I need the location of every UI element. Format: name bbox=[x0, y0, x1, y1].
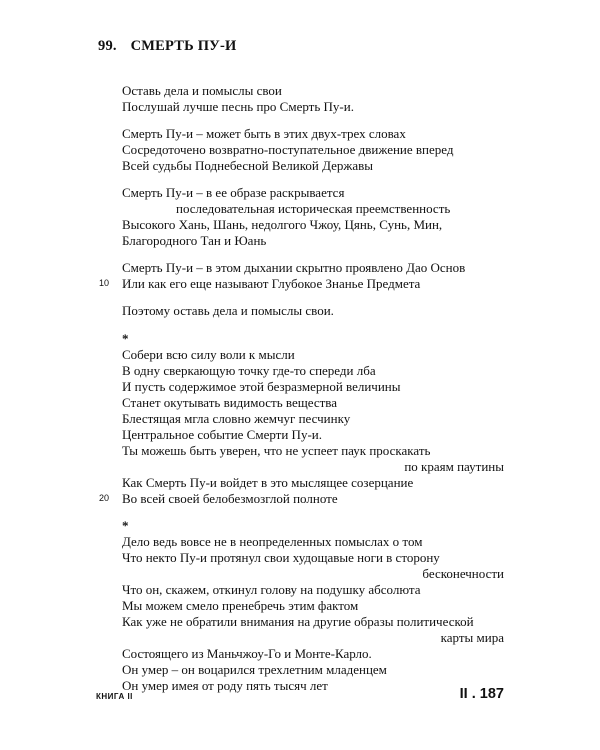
poem-line: карты мира bbox=[440, 630, 504, 645]
poem-number: 99. bbox=[98, 38, 117, 54]
section-asterisk: * bbox=[122, 331, 129, 346]
poem-line: Дело ведь вовсе не в неопределенных помыслах о том bbox=[122, 534, 423, 549]
poem-line: Что он, скажем, откинул голову на подушку абсолюта bbox=[122, 582, 421, 597]
poem-line: Состоящего из Маньчжоу-Го и Монте-Карло. bbox=[122, 646, 372, 661]
poem-line: Всей судьбы Поднебесной Великой Державы bbox=[122, 158, 373, 173]
poem-line: Послушай лучше песнь про Смерть Пу-и. bbox=[122, 99, 354, 114]
poem-line: бесконечности bbox=[422, 566, 504, 581]
poem-line: Смерть Пу-и – в этом дыхании скрытно проявлено Дао Основ bbox=[122, 260, 466, 275]
poem-line: Как уже не обратили внимания на другие образы политической bbox=[122, 614, 474, 629]
poem-line: Ты можешь быть уверен, что не успеет паук проскакать bbox=[122, 443, 431, 458]
poem-line: Он умер – он воцарился трехлетним младенцем bbox=[122, 662, 387, 677]
poem-line: Станет окутывать видимость вещества bbox=[122, 395, 338, 410]
poem-line: Что некто Пу-и протянул свои худощавые ноги в сторону bbox=[122, 550, 440, 565]
poem-line: Он умер имея от роду пять тысяч лет bbox=[122, 678, 328, 693]
poem-line: последовательная историческая преемственность bbox=[176, 201, 451, 216]
line-number: 20 bbox=[99, 493, 110, 503]
poem-line: Или как его еще называют Глубокое Знанье Предмета bbox=[122, 276, 421, 291]
poem-line: Благородного Тан и Юань bbox=[122, 233, 267, 248]
poem-line: Собери всю силу воли к мысли bbox=[122, 347, 295, 362]
poem-line: Мы можем смело пренебречь этим фактом bbox=[122, 598, 359, 613]
poem-line: Высокого Хань, Шань, недолгого Чжоу, Цянь, Сунь, Мин, bbox=[122, 217, 443, 232]
book-label: КНИГА II bbox=[96, 692, 133, 701]
page-number: II . 187 bbox=[459, 686, 504, 702]
poem-line: Смерть Пу-и – может быть в этих двух-трех словах bbox=[122, 126, 406, 141]
line-number: 10 bbox=[99, 278, 110, 288]
poem-line: Сосредоточено возвратно-поступательное движение вперед bbox=[122, 142, 454, 157]
poem-line: В одну сверкающую точку где-то спереди лба bbox=[122, 363, 376, 378]
poem-header bbox=[98, 38, 237, 55]
poem-line: Центральное событие Смерти Пу-и. bbox=[122, 427, 322, 442]
section-asterisk: * bbox=[122, 518, 129, 533]
poem-line: Поэтому оставь дела и помыслы свои. bbox=[122, 303, 334, 318]
poem-line: по краям паутины bbox=[404, 459, 504, 474]
poem-title: СМЕРТЬ ПУ-И bbox=[130, 38, 237, 54]
poem-line: Во всей своей белобезмозглой полноте bbox=[122, 491, 338, 506]
poem-line: Оставь дела и помыслы свои bbox=[122, 83, 282, 98]
poem-line: Как Смерть Пу-и войдет в это мыслящее созерцание bbox=[122, 475, 414, 490]
poem-line: Блестящая мгла словно жемчуг песчинку bbox=[122, 411, 351, 426]
poem-line: Смерть Пу-и – в ее образе раскрывается bbox=[122, 185, 345, 200]
poem-line: И пусть содержимое этой безразмерной величины bbox=[122, 379, 401, 394]
